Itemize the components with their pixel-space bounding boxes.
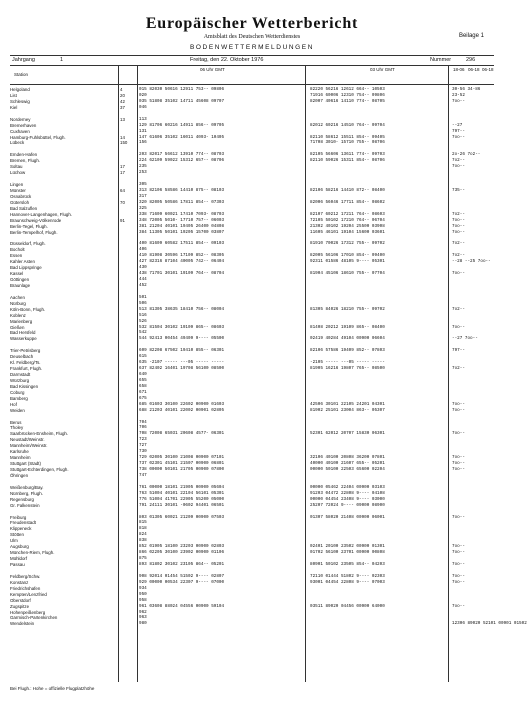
obs-06-gmt: 513 81305 38635 18410 756-- 08004: [139, 306, 225, 312]
obs-06-gmt: 313 82106 58586 14410 875-- 08103: [139, 187, 225, 193]
station-column-header: Station: [14, 72, 29, 77]
station-name: Konstanz: [10, 579, 29, 585]
station-name: Mannheim: [10, 455, 31, 461]
obs-06-gmt: 615: [139, 354, 147, 360]
obs-03-gmt: 00000 04454 23408 9---- 03000: [310, 496, 385, 502]
station-name: Hamburg-Fuhlsbüttel, Flugh.: [10, 134, 66, 140]
obs-03-gmt: 82005 56106 17010 854-- 09400: [310, 253, 385, 259]
obs-03-gmt: 82110 59026 15311 854-- 08706: [310, 158, 385, 164]
issue-date: Freitag, den 22. Oktober 1976: [190, 57, 264, 63]
period-values: 7oo--: [452, 98, 465, 104]
station-name: Augsburg: [10, 544, 29, 550]
obs-03-gmt: 82012 60216 14510 764-- 09704: [310, 122, 385, 128]
period-values: 7oo--: [452, 550, 465, 556]
period-header-3: 06-18: [482, 67, 494, 72]
obs-06-gmt: 729 02005 30100 21008 00900 07101: [139, 455, 225, 461]
obs-06-gmt: 015 82030 50616 12911 753-- 09806: [139, 87, 225, 92]
obs-03-gmt: 82110 58612 15511 854-- 09405: [310, 134, 385, 140]
obs-06-gmt: 444: [139, 277, 147, 282]
station-id: 150: [120, 140, 128, 146]
period-values: --27: [452, 122, 463, 128]
station-name: Gießen: [10, 324, 25, 330]
station-name: Nürnberg, Flugh.: [10, 490, 43, 496]
obs-06-gmt: 035 51808 35102 14711 45608 09707: [139, 98, 225, 104]
station-name: München-Riem, Flugh.: [10, 550, 55, 556]
obs-06-gmt: 381 21204 40101 19405 26400 04808: [139, 223, 225, 229]
station-name: Regensburg: [10, 496, 34, 502]
obs-06-gmt: 235: [139, 164, 147, 170]
station-name: Coburg: [10, 389, 25, 395]
obs-03-gmt: 00000 05462 22404 00900 03103: [310, 484, 385, 490]
period-values: 797--: [452, 348, 465, 354]
station-name: Weiden: [10, 407, 25, 413]
block2-header: 03 Uhr GMT: [370, 67, 395, 72]
footnote: Bei Flugh.: Hohe = offizielle Flugplatzhöhe: [10, 686, 95, 691]
station-name: Osnabrück: [10, 193, 32, 199]
station-id: 64: [120, 187, 125, 193]
station-name: Bocholt: [10, 247, 25, 253]
obs-06-gmt: 708 72008 65031 20608 4577- 06301: [139, 431, 225, 437]
station-name: Neustadt/Weinstr.: [10, 437, 45, 443]
period-values: 7oo--: [452, 603, 465, 609]
station-name: Hannover-Langenhagen, Flugh.: [10, 211, 73, 217]
obs-06-gmt: 852 01905 18100 23203 00900 02803: [139, 544, 225, 550]
station-table: [10, 87, 527, 627]
period-values: 7oo--: [452, 467, 465, 472]
obs-06-gmt: 020: [139, 92, 147, 98]
obs-03-gmt: 82220 56216 12612 664-- 10503: [310, 87, 385, 92]
obs-06-gmt: 253: [139, 170, 147, 176]
station-name: Tholey: [10, 425, 24, 431]
obs-06-gmt: 320 82005 50586 17811 854-- 07303: [139, 199, 225, 205]
obs-06-gmt: 934: [139, 585, 147, 591]
obs-03-gmt: 81408 20212 19109 865-- 08400: [310, 324, 385, 330]
obs-03-gmt: 93001 04454 22808 9---- 07003: [310, 579, 385, 585]
station-name: Stuttgart-Echterdingen, Flugh.: [10, 467, 69, 472]
obs-06-gmt: 338 71609 60021 17410 7093- 08703: [139, 211, 225, 217]
station-name: Helgoland: [10, 87, 30, 92]
obs-06-gmt: 738 00000 50101 21705 00900 07800: [139, 467, 225, 472]
obs-06-gmt: 963: [139, 615, 147, 621]
obs-06-gmt: 506: [139, 300, 147, 306]
station-name: Trier-Petrisberg: [10, 348, 41, 354]
station-name: Freiburg: [10, 514, 27, 520]
station-name: Kempten/Lenzfried: [10, 591, 47, 597]
obs-03-gmt: 82006 56046 17711 854-- 08602: [310, 199, 385, 205]
obs-03-gmt: 82106 58216 14410 872-- 08400: [310, 187, 385, 193]
station-name: List: [10, 92, 17, 98]
station-name: Köln-Bonn, Flugh.: [10, 306, 46, 312]
station-name: Ulm: [10, 538, 18, 544]
period-values: 7o2--: [452, 241, 465, 247]
station-name: Berlin-Tegel, Flugh.: [10, 223, 48, 229]
station-id: 42: [120, 98, 125, 104]
station-name: Stötten: [10, 532, 24, 538]
obs-06-gmt: 958: [139, 597, 147, 603]
station-name: Bamberg: [10, 395, 28, 401]
obs-06-gmt: 156: [139, 140, 147, 146]
station-name: Saarbrücken-Ensheim, Flugh.: [10, 431, 69, 437]
obs-03-gmt: 81902 25101 23004 863-- 05307: [310, 407, 385, 413]
station-name: Zugspitze: [10, 603, 30, 609]
obs-03-gmt: 02401 20100 23502 00900 01301: [310, 544, 385, 550]
period-values: 7o2--: [452, 211, 465, 217]
obs-06-gmt: 980: [139, 621, 147, 627]
obs-06-gmt: 542: [139, 330, 147, 336]
obs-06-gmt: 961 03608 88024 04556 00900 59104: [139, 603, 225, 609]
station-name: Essen: [10, 253, 23, 259]
obs-06-gmt: 730: [139, 449, 147, 455]
station-name: Bad Salzuflen: [10, 205, 38, 211]
obs-06-gmt: 818: [139, 526, 147, 532]
period-header-2: 06-18: [468, 67, 480, 72]
station-name: Karlsruhe: [10, 449, 29, 455]
station-name: Deuselbach: [10, 354, 34, 360]
obs-06-gmt: 688 21203 40101 22002 00901 02805: [139, 407, 225, 413]
station-name: Marienberg: [10, 318, 33, 324]
station-name: Bad Lippspringe: [10, 265, 42, 271]
period-values: 7oo--: [452, 544, 465, 550]
station-id: 20: [120, 92, 125, 98]
station-name: Freudenstadt: [10, 520, 36, 526]
obs-06-gmt: 203 82017 56612 13910 774-- 08703: [139, 152, 225, 158]
period-values: --28 --25 7oo--: [452, 259, 491, 265]
station-name: Kassel: [10, 271, 24, 277]
station-name: Wasserkuppe: [10, 336, 37, 342]
obs-06-gmt: 129 81706 60216 14911 856-- 09705: [139, 122, 225, 128]
station-name: Mühldorf: [10, 556, 28, 562]
station-name: Koblenz: [10, 312, 26, 318]
station-name: Stuttgart (Stadt): [10, 461, 41, 467]
obs-06-gmt: 438 71701 30101 19109 764-- 08704: [139, 271, 225, 277]
period-values: 7oo--: [452, 217, 465, 223]
station-name: Wendelstein: [10, 621, 35, 627]
station-name: Nürburg: [10, 300, 26, 306]
station-name: Kahler Asten: [10, 259, 35, 265]
obs-06-gmt: 950: [139, 591, 147, 597]
obs-03-gmt: 32106 40100 20808 36200 07801: [310, 455, 385, 461]
obs-03-gmt: 42506 30101 22105 24201 04301: [310, 401, 385, 407]
obs-06-gmt: 635 -2107 ----- ---05 ----- -----: [139, 360, 225, 366]
obs-03-gmt: -2105 ----- ---05 ----- -----: [310, 360, 385, 366]
obs-06-gmt: 430: [139, 265, 147, 271]
period-values: 7oo--: [452, 223, 465, 229]
obs-06-gmt: 824: [139, 532, 147, 538]
station-name: Öhringen: [10, 472, 29, 478]
period-values: 7oo--: [452, 324, 465, 330]
station-name: Darmstadt: [10, 372, 31, 377]
obs-06-gmt: 747: [139, 472, 147, 478]
station-name: Soltau: [10, 164, 23, 170]
obs-03-gmt: 82106 57586 19409 852-- 07803: [310, 348, 385, 354]
station-name: Bremerhaven: [10, 122, 37, 128]
period-values: 7oo--: [452, 573, 465, 579]
station-id: 17: [120, 170, 125, 176]
period-values: 7oo--: [452, 562, 465, 567]
obs-06-gmt: 317: [139, 193, 147, 199]
obs-03-gmt: 40000 40100 21607 655-- 05201: [310, 461, 385, 467]
obs-06-gmt: 704: [139, 419, 147, 425]
obs-06-gmt: 838: [139, 538, 147, 544]
block1-header: 06 Uhr GMT: [200, 67, 225, 72]
station-name: Mannheim/Weinstr.: [10, 443, 48, 449]
period-values: 7oo--: [452, 401, 465, 407]
obs-03-gmt: 71708 3010- 15710 755-- 08706: [310, 140, 385, 146]
obs-06-gmt: 706: [139, 425, 147, 431]
station-name: Garmisch-Partenkirchen: [10, 615, 58, 621]
obs-06-gmt: 427 82316 87104 40005 742-- 06404: [139, 259, 225, 265]
obs-03-gmt: 52301 62012 20707 15830 06301: [310, 431, 385, 437]
obs-03-gmt: 72110 01444 51802 9---- 02303: [310, 573, 385, 579]
obs-06-gmt: 410 81908 30596 17109 852-- 08305: [139, 253, 225, 259]
station-name: Münster: [10, 187, 26, 193]
obs-06-gmt: 325: [139, 205, 147, 211]
obs-06-gmt: 516: [139, 312, 147, 318]
station-name: Berlin-Tempelhof, Flugh.: [10, 229, 58, 235]
report-subtitle: Amtsblatt des Deutschen Wetterdienstes: [203, 34, 301, 40]
obs-06-gmt: 501: [139, 294, 147, 300]
obs-06-gmt: 893 81802 30102 23105 864-- 05201: [139, 562, 225, 567]
obs-06-gmt: 675: [139, 395, 147, 401]
obs-06-gmt: 609 82208 67502 19410 855-- 06301: [139, 348, 225, 354]
period-values: 7oo--: [452, 271, 465, 277]
obs-06-gmt: 763 51004 40101 22104 56101 05301: [139, 490, 225, 496]
supplement-label: Beilage 1: [458, 33, 484, 39]
obs-03-gmt: 72105 50102 17210 764-- 06704: [310, 217, 385, 223]
obs-03-gmt: 03511 89020 04456 00900 64000: [310, 603, 385, 609]
table-row: [10, 621, 527, 627]
obs-06-gmt: 384 11305 50101 19205 15700 03807: [139, 229, 225, 235]
period-values: 7o2--: [452, 306, 465, 312]
station-id: 14: [120, 134, 125, 140]
obs-06-gmt: 113: [139, 116, 147, 122]
period-values: 23-52: [452, 92, 465, 98]
obs-06-gmt: 147 61606 35102 16011 4093- 10405: [139, 134, 225, 140]
obs-03-gmt: 81305 84026 18210 755-- 09702: [310, 306, 385, 312]
station-name: Kl. Feldberg/Ts.: [10, 360, 41, 366]
obs-03-gmt: 91203 04472 22808 9---- 04108: [310, 490, 385, 496]
station-name: Göttingen: [10, 277, 30, 282]
obs-06-gmt: 406: [139, 247, 147, 253]
station-name: Braunlage: [10, 282, 31, 288]
section-title: BODENWETTERMELDUNGEN: [189, 44, 315, 51]
obs-06-gmt: 658: [139, 383, 147, 389]
station-name: Hohenpeißenberg: [10, 609, 46, 615]
obs-06-gmt: 655: [139, 377, 147, 383]
obs-06-gmt: 723: [139, 437, 147, 443]
station-name: Gütersloh: [10, 199, 30, 205]
station-name: Cuxhaven: [10, 128, 30, 134]
obs-06-gmt: 866 02205 30100 23902 00900 01106: [139, 550, 225, 556]
period-values: 7o2--: [452, 158, 465, 164]
station-name: Norderney: [10, 116, 31, 122]
station-name: Lüchow: [10, 170, 26, 176]
period-values: 7oo--: [452, 514, 465, 520]
table-header: [10, 66, 494, 85]
obs-06-gmt: 640: [139, 372, 147, 377]
period-values: 7oo--: [452, 461, 465, 467]
obs-06-gmt: 875: [139, 556, 147, 562]
period-values: 7oo--: [452, 431, 465, 437]
station-name: Lingen: [10, 182, 24, 187]
station-id: 70: [120, 199, 125, 205]
station-name: Frankfurt, Flugh.: [10, 366, 43, 372]
obs-03-gmt: 01702 56100 23701 00900 00808: [310, 550, 385, 556]
station-id: 91: [120, 217, 125, 223]
station-name: Lübeck: [10, 140, 25, 146]
station-name: Braunschweig-Völkenrode: [10, 217, 62, 223]
period-values: 7o2--: [452, 253, 465, 259]
obs-03-gmt: 92311 01586 48105 9---- 05301: [310, 259, 385, 265]
report-title: Europäischer Wetterbericht: [145, 15, 359, 32]
station-name: Gr. Falkenstein: [10, 502, 40, 508]
station-name: Kiel: [10, 104, 18, 110]
station-name: Schleswig: [10, 98, 30, 104]
issue-number: 296: [466, 57, 476, 63]
period-values: 2o-26 7o2--: [452, 152, 481, 158]
obs-06-gmt: 348 72005 5010- 17710 757-- 06003: [139, 217, 225, 223]
obs-03-gmt: 25207 72024 9---- 09000 08900: [310, 502, 385, 508]
station-name: Oberstdorf: [10, 597, 31, 603]
volume-value: 1: [60, 57, 64, 63]
obs-03-gmt: 00000 50100 22503 65600 02204: [310, 467, 385, 472]
station-name: Feldberg/Schw.: [10, 573, 41, 579]
obs-03-gmt: 02419 40284 49104 00900 06604: [310, 336, 385, 342]
station-name: Friedrichshafen: [10, 585, 41, 591]
obs-06-gmt: 929 00000 00534 22307 9---- 07000: [139, 579, 225, 585]
obs-06-gmt: 224 62109 59022 15312 657-- 08706: [139, 158, 225, 164]
station-name: Berus: [10, 419, 22, 425]
obs-06-gmt: 962: [139, 609, 147, 615]
station-id: 13: [120, 116, 125, 122]
obs-06-gmt: 791 24111 30101 -0602 94401 06501: [139, 502, 225, 508]
period-values: 7oo--: [452, 164, 465, 170]
period-values: 797--: [452, 128, 465, 134]
station-name: Aachen: [10, 294, 25, 300]
issue-number-label: Nummer: [430, 57, 452, 63]
obs-06-gmt: 815: [139, 520, 147, 526]
obs-03-gmt: 21302 40102 19204 25500 03908: [310, 223, 385, 229]
obs-03-gmt: 01307 58020 21408 00900 06001: [310, 514, 385, 520]
obs-03-gmt: 82107 60212 17211 764-- 08603: [310, 211, 385, 217]
station-name: Passau: [10, 562, 25, 567]
obs-06-gmt: 671: [139, 389, 147, 395]
period-values: 7oo--: [452, 134, 465, 140]
obs-03-gmt: 71916 60006 12310 754-- 09806: [310, 92, 385, 98]
obs-06-gmt: 544 92413 00454 49409 9---- 05500: [139, 336, 225, 342]
obs-03-gmt: 81905 16216 19807 765-- 08500: [310, 366, 385, 372]
obs-06-gmt: 685 01603 30100 22602 00900 01603: [139, 401, 225, 407]
obs-03-gmt: 82007 40616 14110 774-- 08705: [310, 98, 385, 104]
obs-06-gmt: 046: [139, 104, 147, 110]
station-id: 4: [120, 87, 123, 92]
station-id: 37: [120, 104, 125, 110]
obs-06-gmt: 776 51004 41701 22905 55200 05000: [139, 496, 225, 502]
period-values: 7oo--: [452, 579, 465, 585]
obs-03-gmt: 11605 46101 19104 15600 03601: [310, 229, 385, 235]
station-name: Bremen, Flugh.: [10, 158, 41, 164]
obs-06-gmt: 452: [139, 282, 147, 288]
obs-03-gmt: 81910 70026 17312 755-- 09702: [310, 241, 385, 247]
obs-06-gmt: 637 82402 16401 19708 56100 08500: [139, 366, 225, 372]
obs-03-gmt: 82105 56606 13611 774-- 09703: [310, 152, 385, 158]
station-name: Hof: [10, 401, 17, 407]
obs-06-gmt: 908 92014 01454 51502 9---- 02807: [139, 573, 225, 579]
period-values: --27 7oo--: [452, 336, 478, 342]
obs-06-gmt: 526: [139, 318, 147, 324]
issue-meta-bar: [10, 55, 494, 66]
obs-06-gmt: 803 01305 60021 21209 00900 07503: [139, 514, 225, 520]
obs-06-gmt: 532 81504 30102 19109 865-- 08603: [139, 324, 225, 330]
station-name: Würzburg: [10, 377, 30, 383]
obs-03-gmt: 80901 50102 23505 854-- 04203: [310, 562, 385, 567]
obs-03-gmt: 81904 45106 18610 755-- 07704: [310, 271, 385, 277]
obs-06-gmt: 737 02301 45101 21507 00900 06801: [139, 461, 225, 467]
obs-06-gmt: 305: [139, 182, 147, 187]
period-values: 7oo--: [452, 455, 465, 461]
period-values: 7o2--: [452, 366, 465, 372]
period-values: 7oo--: [452, 229, 465, 235]
period-values: 735--: [452, 187, 465, 193]
period-header-1: 18-06: [453, 67, 465, 72]
station-name: Weißenburg/Bay.: [10, 484, 44, 490]
obs-06-gmt: 131: [139, 128, 147, 134]
obs-06-gmt: 727: [139, 443, 147, 449]
station-name: Bad Hersfeld: [10, 330, 36, 336]
period-values: 12306 89020 52101 00901 01502: [452, 621, 527, 627]
obs-06-gmt: 761 00000 18101 21905 00900 05604: [139, 484, 225, 490]
period-values: 30-56 34-86: [452, 87, 481, 92]
period-values: 7oo--: [452, 407, 465, 413]
volume-label: Jahrgang: [12, 57, 35, 63]
station-name: Emden-Hafen: [10, 152, 38, 158]
station-name: Düsseldorf, Flugh.: [10, 241, 46, 247]
station-id: 17: [120, 164, 125, 170]
obs-06-gmt: 400 81609 60582 17511 854-- 09103: [139, 241, 225, 247]
station-name: Klippeneck: [10, 526, 32, 532]
station-name: Bad Kissingen: [10, 383, 39, 389]
